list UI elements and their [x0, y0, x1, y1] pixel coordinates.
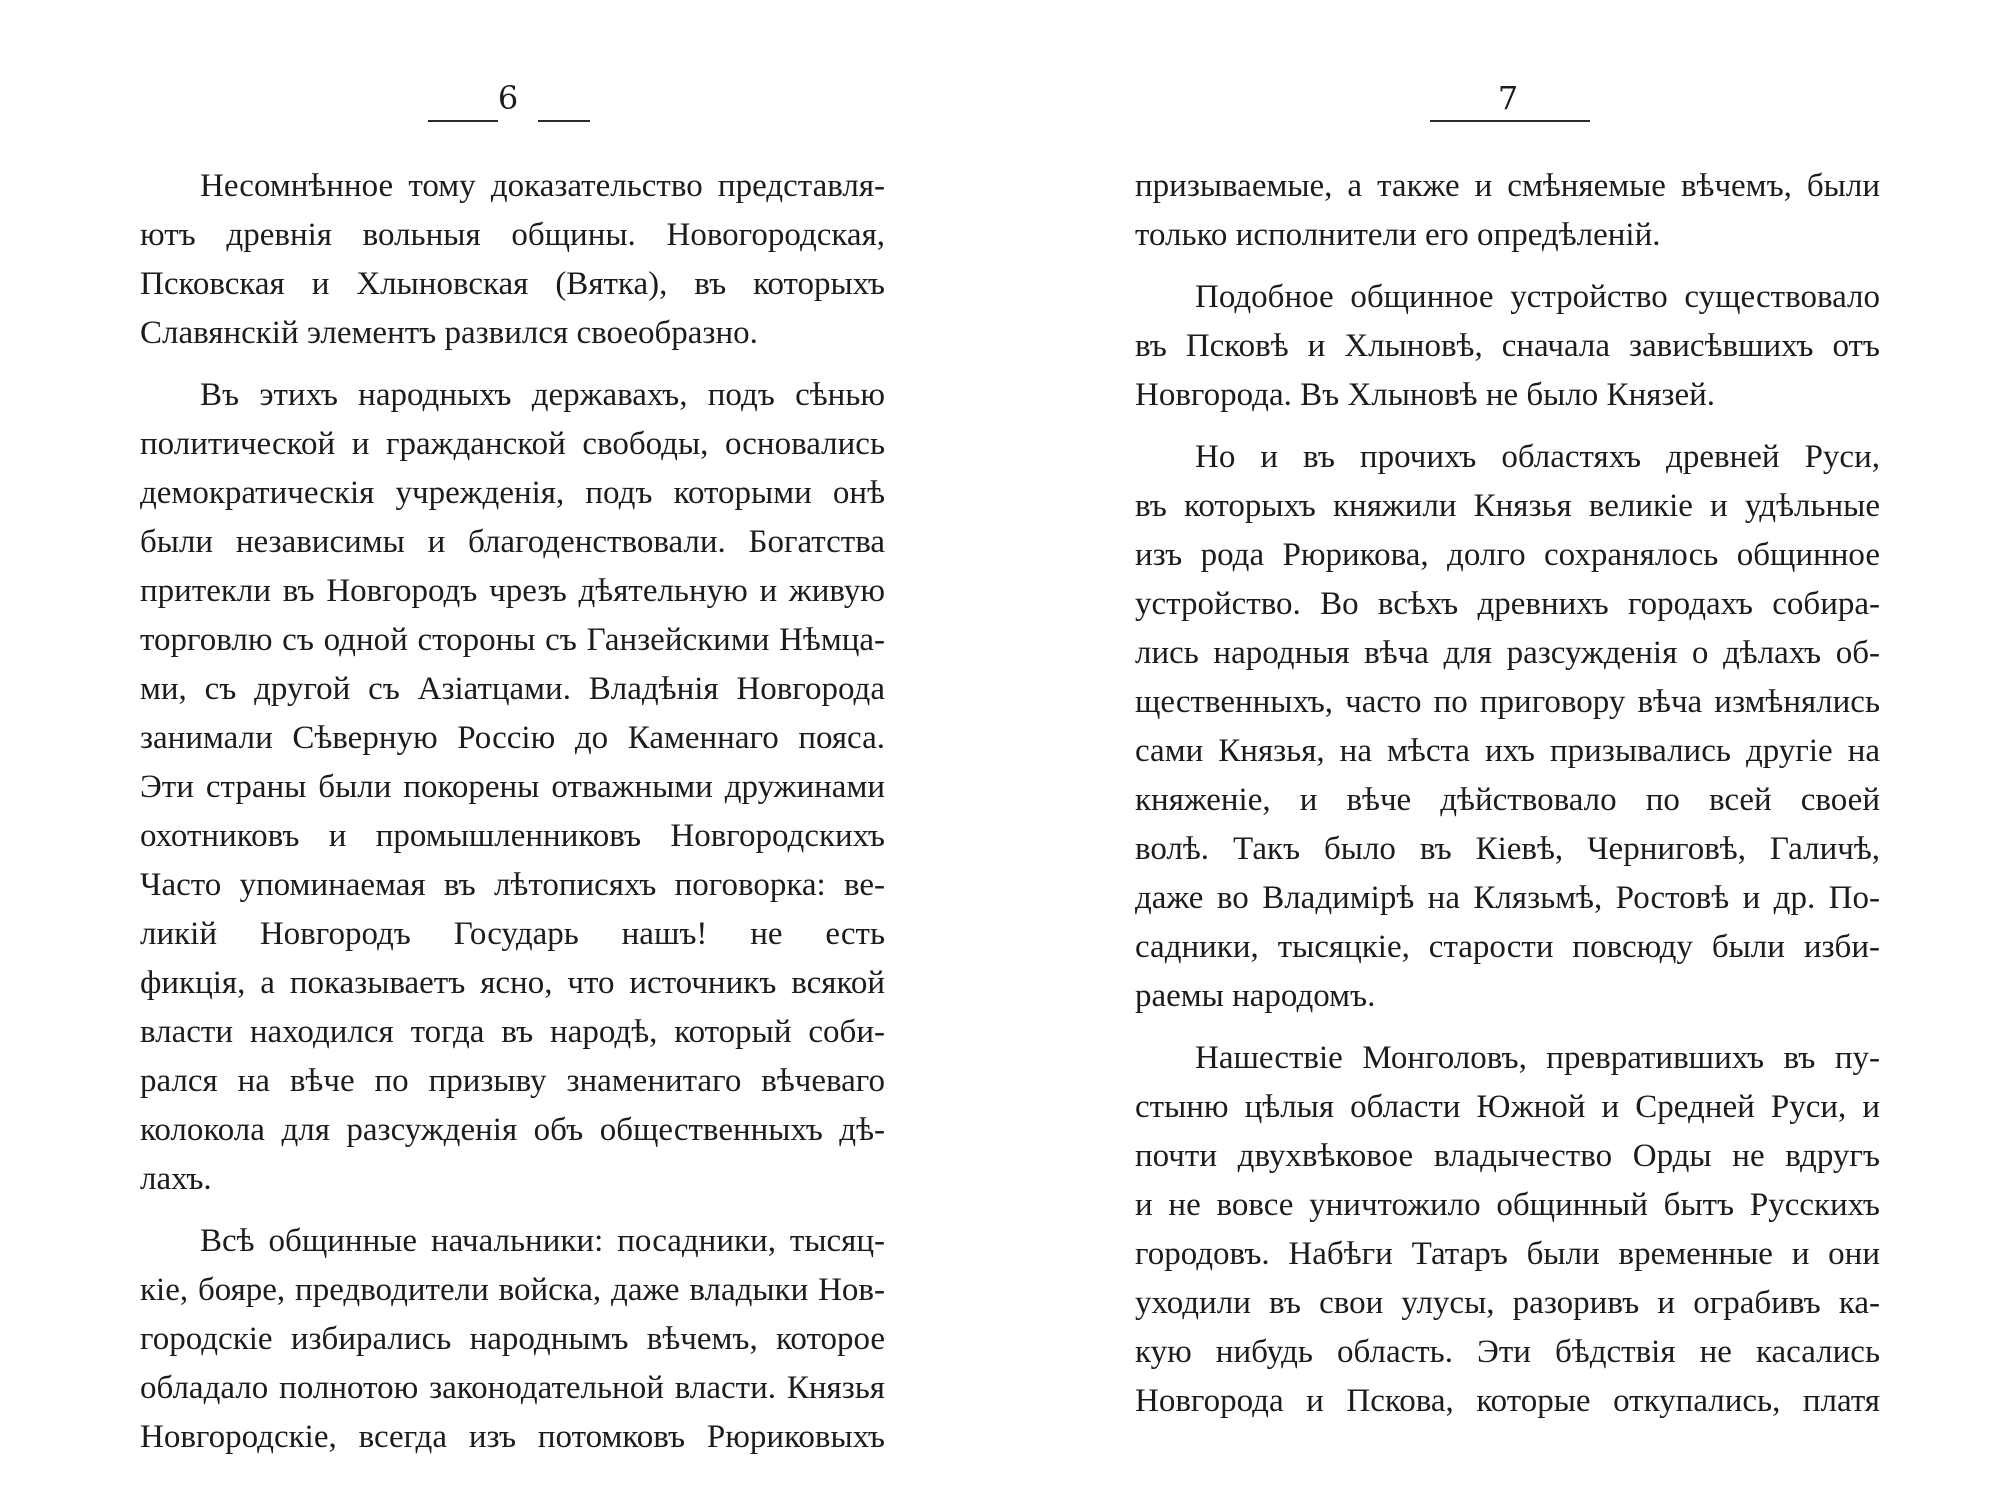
text-line: даже во Владимірѣ на Клязьмѣ, Ростовѣ и др. По- — [1135, 880, 1880, 916]
text-line: политической и гражданской свободы, основались — [140, 426, 885, 462]
text-line: ютъ древнія вольныя общины. Новогородская, — [140, 217, 885, 253]
text-line: фикція, а показываетъ ясно, что источникъ всякой — [140, 965, 885, 1001]
text-line: торговлю съ одной стороны съ Ганзейскими Нѣмца- — [140, 622, 885, 658]
text-line: кую нибудь область. Эти бѣдствія не касались — [1135, 1334, 1880, 1370]
text-line: Нашествіе Монголовъ, превратившихъ въ пу- — [1195, 1040, 1880, 1076]
left-rule-b — [538, 120, 590, 122]
text-line: занимали Сѣверную Россію до Каменнаго пояса. — [140, 720, 885, 756]
right-paragraph-2 — [1135, 273, 1880, 420]
text-line: уходили въ свои улусы, разоривъ и ограбивъ ка- — [1135, 1285, 1880, 1321]
text-line: устройство. Во всѣхъ древнихъ городахъ собира- — [1135, 586, 1880, 622]
text-line: Часто упоминаемая въ лѣтописяхъ поговорка: ве- — [140, 867, 885, 903]
text-line: Новгородскіе, всегда изъ потомковъ Рюриковыхъ — [140, 1419, 885, 1455]
text-line: только исполнители его опредѣленій. — [1135, 217, 1661, 253]
text-line: Новгорода и Пскова, которые откупались, платя — [1135, 1383, 1880, 1419]
text-line: Несомнѣнное тому доказательство представля- — [200, 168, 885, 204]
text-line: городскіе избирались народнымъ вѣчемъ, которое — [140, 1321, 885, 1357]
right-paragraph-3 — [1135, 433, 1880, 1021]
text-line: рался на вѣче по призыву знаменитаго вѣчеваго — [140, 1063, 885, 1099]
text-line: обладало полнотою законодательной власти. Князья — [140, 1370, 885, 1406]
left-paragraph-1 — [140, 162, 885, 358]
right-page-number: 7 — [1497, 79, 1519, 117]
text-line: щественныхъ, часто по приговору вѣча измѣнялись — [1135, 684, 1880, 720]
text-line: лахъ. — [140, 1161, 212, 1197]
text-line: ликій Новгородъ Государь нашъ! не есть — [140, 916, 885, 952]
text-line: городовъ. Набѣги Татаръ были временные и они — [1135, 1236, 1880, 1272]
text-line: ми, съ другой съ Азіатцами. Владѣнія Новгорода — [140, 671, 885, 707]
right-paragraph-4 — [1135, 1034, 1880, 1426]
left-page-number: 6 — [497, 79, 519, 117]
text-line: въ которыхъ княжили Князья великіе и удѣльные — [1135, 488, 1880, 524]
text-line: призываемые, а также и смѣняемые вѣчемъ, были — [1135, 168, 1880, 204]
text-line: волѣ. Такъ было въ Кіевѣ, Черниговѣ, Галичѣ, — [1135, 831, 1880, 867]
text-line: Псковская и Хлыновская (Вятка), въ которыхъ — [140, 266, 885, 302]
text-line: Въ этихъ народныхъ державахъ, подъ сѣнью — [200, 377, 885, 413]
text-line: почти двухвѣковое владычество Орды не вдругъ — [1135, 1138, 1880, 1174]
right-page — [1000, 0, 2000, 1509]
text-line: Но и въ прочихъ областяхъ древней Руси, — [1195, 439, 1880, 475]
text-line: демократическія учрежденія, подъ которыми онѣ — [140, 475, 885, 511]
text-line: охотниковъ и промышленниковъ Новгородскихъ — [140, 818, 885, 854]
text-line: лись народныя вѣча для разсужденія о дѣлахъ об- — [1135, 635, 1880, 671]
text-line: въ Псковѣ и Хлыновѣ, сначала зависѣвшихъ отъ — [1135, 328, 1880, 364]
text-line: власти находился тогда въ народѣ, который соби- — [140, 1014, 885, 1050]
text-line: кіе, бояре, предводители войска, даже владыки Нов- — [140, 1272, 885, 1308]
text-line: изъ рода Рюрикова, долго сохранялось общинное — [1135, 537, 1880, 573]
text-line: раемы народомъ. — [1135, 978, 1376, 1014]
text-line: были независимы и благоденствовали. Богатства — [140, 524, 885, 560]
text-line: Славянскій элементъ развился своеобразно. — [140, 315, 758, 351]
text-line: Новгорода. Въ Хлыновѣ не было Князей. — [1135, 377, 1715, 413]
right-rule — [1430, 120, 1590, 122]
text-line: колокола для разсужденія объ общественныхъ дѣ- — [140, 1112, 885, 1148]
text-line: Подобное общинное устройство существовало — [1195, 279, 1880, 315]
text-line: и не вовсе уничтожило общинный бытъ Русскихъ — [1135, 1187, 1880, 1223]
right-text-block — [1135, 162, 1880, 1439]
text-line: сами Князья, на мѣста ихъ призывались другіе на — [1135, 733, 1880, 769]
right-paragraph-1 — [1135, 162, 1880, 260]
left-rule-a — [428, 120, 498, 122]
text-line: притекли въ Новгородъ чрезъ дѣятельную и живую — [140, 573, 885, 609]
text-line: стыню цѣлыя области Южной и Средней Руси, и — [1135, 1089, 1880, 1125]
text-line: княженіе, и вѣче дѣйствовало по всей своей — [1135, 782, 1880, 818]
text-line: садники, тысяцкіе, старости повсюду были изби- — [1135, 929, 1880, 965]
left-paragraph-3 — [140, 1217, 885, 1462]
left-text-block — [140, 162, 885, 1475]
left-paragraph-2 — [140, 371, 885, 1204]
text-line: Эти страны были покорены отважными дружинами — [140, 769, 885, 805]
text-line: Всѣ общинные начальники: посадники, тысяц- — [200, 1223, 885, 1259]
